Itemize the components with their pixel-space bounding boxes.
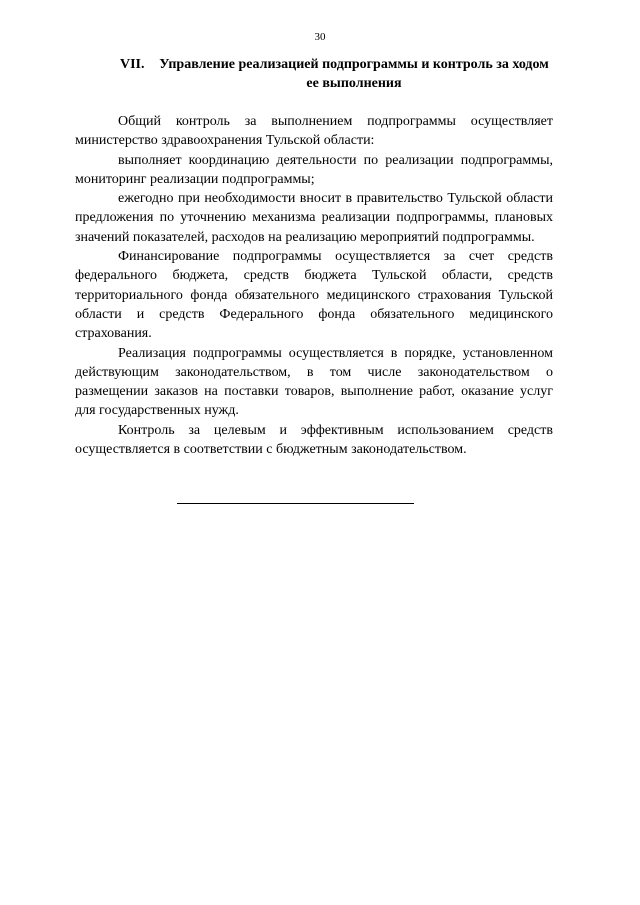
page-number: 30 <box>314 31 326 43</box>
paragraph: ежегодно при необходимости вносит в правительство Тульской области предложения по уточнению механизма реализации подпрограммы, плановых значений показателей, расходов на реализацию мероприятий подпрограммы. <box>75 191 553 245</box>
closing-rule <box>177 503 414 504</box>
paragraph: Контроль за целевым и эффективным использованием средств осуществляется в соответствии с бюджетным законодательством. <box>75 422 553 458</box>
paragraph: Общий контроль за выполнением подпрограммы осуществляет министерство здравоохранения Тульской области: <box>75 114 553 149</box>
paragraph: Реализация подпрограммы осуществляется в порядке, установленном действующим законодательством, в том числе законодательством о размещении заказов на поставки товаров, выполнение работ, оказание услуг для государственных нужд. <box>75 345 553 419</box>
section-body <box>75 112 553 459</box>
paragraph: Финансирование подпрограммы осуществляется за счет средств федерального бюджета, средств бюджета Тульской области, средств территориального фонда обязательного медицинского страхования Тульской области и средств Федерального фонда обязательного медицинского страхования. <box>75 249 553 342</box>
section-heading <box>120 55 550 93</box>
paragraph: выполняет координацию деятельности по реализации подпрограммы, мониторинг реализации подпрограммы; <box>75 152 553 187</box>
section-numeral: VII. <box>120 57 145 72</box>
section-title: Управление реализацией подпрограммы и контроль за ходом ее выполнения <box>159 57 549 91</box>
